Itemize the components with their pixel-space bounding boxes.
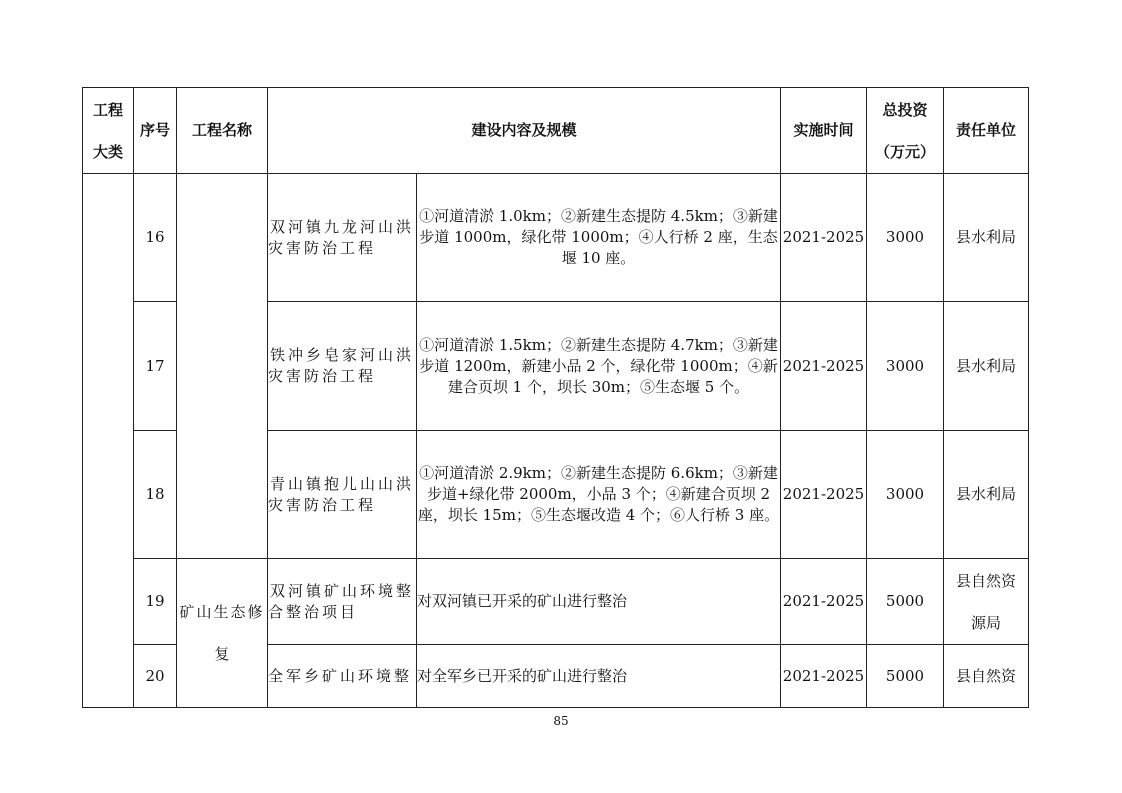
header-category-line1: 工程 — [92, 100, 123, 119]
row-seq: 17 — [134, 302, 177, 431]
row-seq: 20 — [134, 645, 177, 708]
row-period: 2021-2025 — [781, 302, 867, 431]
row-name: 青山镇抱儿山山洪灾害防治工程 — [268, 431, 417, 559]
header-content: 建设内容及规模 — [268, 88, 781, 174]
row-period: 2021-2025 — [781, 645, 867, 708]
group-mine-line1: 矿山生态修 — [179, 603, 265, 621]
row-invest: 3000 — [867, 302, 944, 431]
header-name: 工程名称 — [177, 88, 268, 174]
project-table — [82, 87, 1029, 708]
row-unit: 县水利局 — [944, 174, 1029, 302]
row-name: 双河镇九龙河山洪灾害防治工程 — [268, 174, 417, 302]
row-unit: 县水利局 — [944, 302, 1029, 431]
row-name: 双河镇矿山环境整合整治项目 — [268, 559, 417, 645]
header-invest-line2: （万元） — [875, 142, 936, 161]
header-seq: 序号 — [134, 88, 177, 174]
header-category — [83, 88, 134, 174]
header-row — [83, 88, 1029, 174]
page-number: 85 — [553, 714, 569, 728]
row-name: 铁冲乡皂家河山洪灾害防治工程 — [268, 302, 417, 431]
header-period: 实施时间 — [781, 88, 867, 174]
row-content: 对全军乡已开采的矿山进行整治 — [417, 645, 781, 708]
row-content: 对双河镇已开采的矿山进行整治 — [417, 559, 781, 645]
row-invest: 5000 — [867, 645, 944, 708]
row-seq: 18 — [134, 431, 177, 559]
group-mine-line2: 复 — [214, 645, 230, 663]
table-row — [83, 174, 1029, 302]
table-row — [83, 559, 1029, 645]
row-invest: 3000 — [867, 174, 944, 302]
row-content: ①河道清淤 2.9km；②新建生态提防 6.6km；③新建步道+绿化带 2000m，小品 3 个；④新建合页坝 2 座，坝长 15m；⑤生态堰改造 4 个；⑥人行桥 3 座。 — [417, 431, 781, 559]
row-period: 2021-2025 — [781, 559, 867, 645]
row-unit: 县水利局 — [944, 431, 1029, 559]
row-unit: 县自然资 — [944, 645, 1029, 708]
row-seq: 19 — [134, 559, 177, 645]
header-invest-line1: 总投资 — [882, 100, 928, 119]
header-invest — [867, 88, 944, 174]
row-invest: 5000 — [867, 559, 944, 645]
row-seq: 16 — [134, 174, 177, 302]
category-cell — [83, 174, 134, 708]
group-empty-cell — [177, 174, 268, 559]
header-unit: 责任单位 — [944, 88, 1029, 174]
row-content: ①河道清淤 1.5km；②新建生态提防 4.7km；③新建步道 1200m，新建小品 2 个，绿化带 1000m；④新建合页坝 1 个，坝长 30m；⑤生态堰 5 个。 — [417, 302, 781, 431]
row-invest: 3000 — [867, 431, 944, 559]
row-unit: 县自然资源局 — [944, 559, 1029, 645]
row-period: 2021-2025 — [781, 431, 867, 559]
row-content: ①河道清淤 1.0km；②新建生态提防 4.5km；③新建步道 1000m，绿化带 1000m；④人行桥 2 座，生态堰 10 座。 — [417, 174, 781, 302]
row-period: 2021-2025 — [781, 174, 867, 302]
header-category-line2: 大类 — [92, 142, 123, 161]
row-name: 全军乡矿山环境整 — [268, 645, 417, 708]
group-mine-cell — [177, 559, 268, 708]
